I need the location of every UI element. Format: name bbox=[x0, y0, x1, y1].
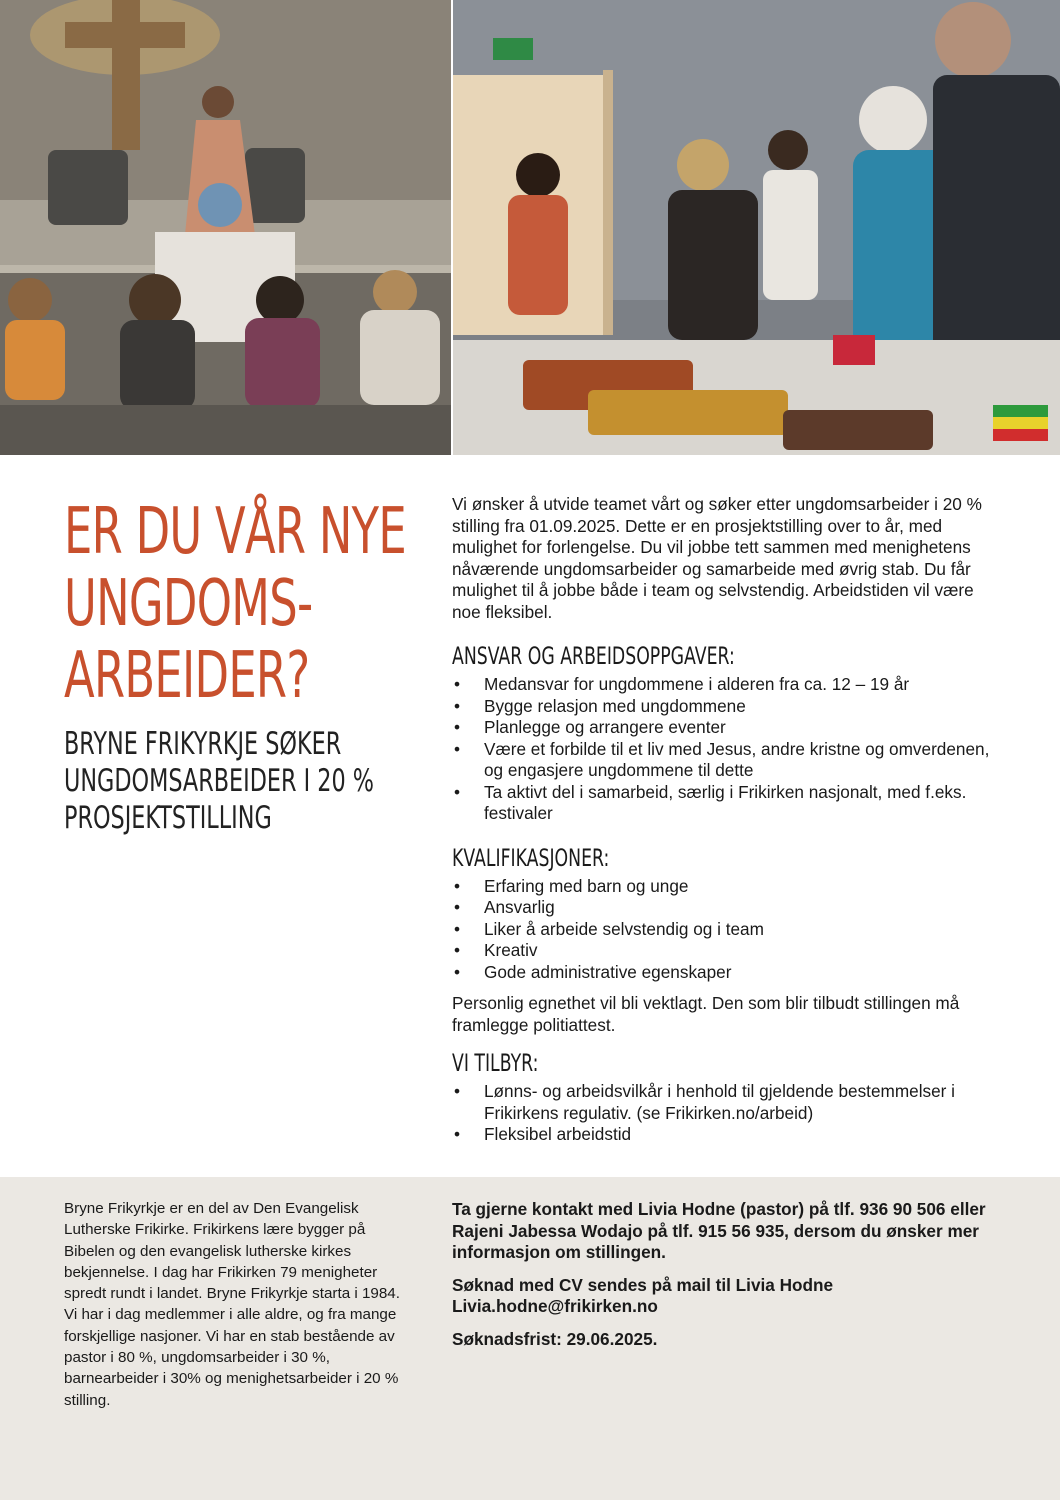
headline bbox=[64, 495, 406, 713]
list-item: • Planlegge og arrangere eventer bbox=[452, 717, 997, 739]
list-item: • Ansvarlig bbox=[452, 897, 997, 919]
application-text bbox=[452, 1275, 1012, 1318]
list-item: • Lønns- og arbeidsvilkår i henhold til gjeldende bestemmelser i Frikirkens regulativ. (se Frikirken.no/arbeid) bbox=[452, 1081, 997, 1124]
contact-text: Ta gjerne kontakt med Livia Hodne (pastor) på tlf. 936 90 506 eller Rajeni Jabessa Wodajo på tlf. 915 56 935, dersom du ønsker mer informasjon om stillingen. bbox=[452, 1199, 986, 1262]
list-item: • Fleksibel arbeidstid bbox=[452, 1124, 997, 1146]
application-line: Søknad med CV sendes på mail til Livia Hodne bbox=[452, 1274, 834, 1295]
contact-block bbox=[452, 1199, 1012, 1361]
list-item: • Bygge relasjon med ungdommene bbox=[452, 696, 997, 718]
list-item: • Liker å arbeide selvstendig og i team bbox=[452, 919, 997, 941]
qualifications-list bbox=[452, 876, 997, 984]
footer bbox=[0, 1177, 1060, 1500]
headline-line-2: UNGDOMS- bbox=[64, 567, 313, 641]
subheadline-line-2: UNGDOMSARBEIDER I 20 % bbox=[64, 763, 374, 799]
list-item: • Gode administrative egenskaper bbox=[452, 962, 997, 984]
qualifications-note: Personlig egnethet vil bli vektlagt. Den som blir tilbudt stillingen må framlegge politiattest. bbox=[452, 993, 960, 1035]
subheadline-line-3: PROSJEKTSTILLING bbox=[64, 800, 272, 836]
application-email[interactable]: Livia.hodne@frikirken.no bbox=[452, 1296, 658, 1316]
responsibilities-list bbox=[452, 674, 997, 825]
application-deadline: Søknadsfrist: 29.06.2025. bbox=[452, 1328, 658, 1349]
list-item: • Kreativ bbox=[452, 940, 997, 962]
offer-list bbox=[452, 1081, 997, 1146]
about-church-text: Bryne Frikyrkje er en del av Den Evangelisk Lutherske Frikirke. Frikirkens lære bygger på Bibelen og den evangelisk lutherske kirkes bekjennelse. I dag har Frikirken 79 menigheter spredt rundt i landet. Bryne Frikyrkje starta i 1984. Vi har i dag medlemmer i alle aldre, og fra mange forskjellige nasjoner. Vi har en stab bestående av pastor i 80 %, ungdomsarbeider i 30 %, barnearbeider i 30% og menighetsarbeider i 20 % stilling. bbox=[64, 1200, 400, 1409]
church-children-photo bbox=[0, 0, 451, 455]
photo-strip bbox=[0, 0, 1060, 455]
job-description bbox=[452, 494, 997, 1146]
responsibilities-title: ANSVAR OG ARBEIDSOPPGAVER: bbox=[452, 642, 735, 670]
list-item: • Erfaring med barn og unge bbox=[452, 876, 997, 898]
subheadline bbox=[64, 726, 374, 837]
offer-title: VI TILBYR: bbox=[452, 1049, 539, 1077]
intro-paragraph: Vi ønsker å utvide teamet vårt og søker etter ungdomsarbeider i 20 % stilling fra 01.09.2025. Dette er en prosjektstilling over to år, med mulighet for forlengelse. Du vil jobbe tett sammen med menighetens nåværende ungdomsarbeider og samarbeide med øvrig stab. Du får mulighet til å jobbe både i team og selvstendig. Arbeidstiden vil være noe fleksibel. bbox=[452, 494, 982, 622]
list-item: • Være et forbilde til et liv med Jesus, andre kristne og omverdenen, og engasjere ungdommene til dette bbox=[452, 739, 997, 782]
shared-meal-photo bbox=[453, 0, 1060, 455]
list-item: • Ta aktivt del i samarbeid, særlig i Frikirken nasjonalt, med f.eks. festivaler bbox=[452, 782, 997, 825]
headline-line-1: ER DU VÅR NYE bbox=[64, 495, 406, 569]
headline-line-3: ARBEIDER? bbox=[64, 639, 310, 713]
qualifications-title: KVALIFIKASJONER: bbox=[452, 843, 610, 872]
subheadline-line-1: BRYNE FRIKYRKJE SØKER bbox=[64, 726, 342, 762]
list-item: • Medansvar for ungdommene i alderen fra ca. 12 – 19 år bbox=[452, 674, 997, 696]
